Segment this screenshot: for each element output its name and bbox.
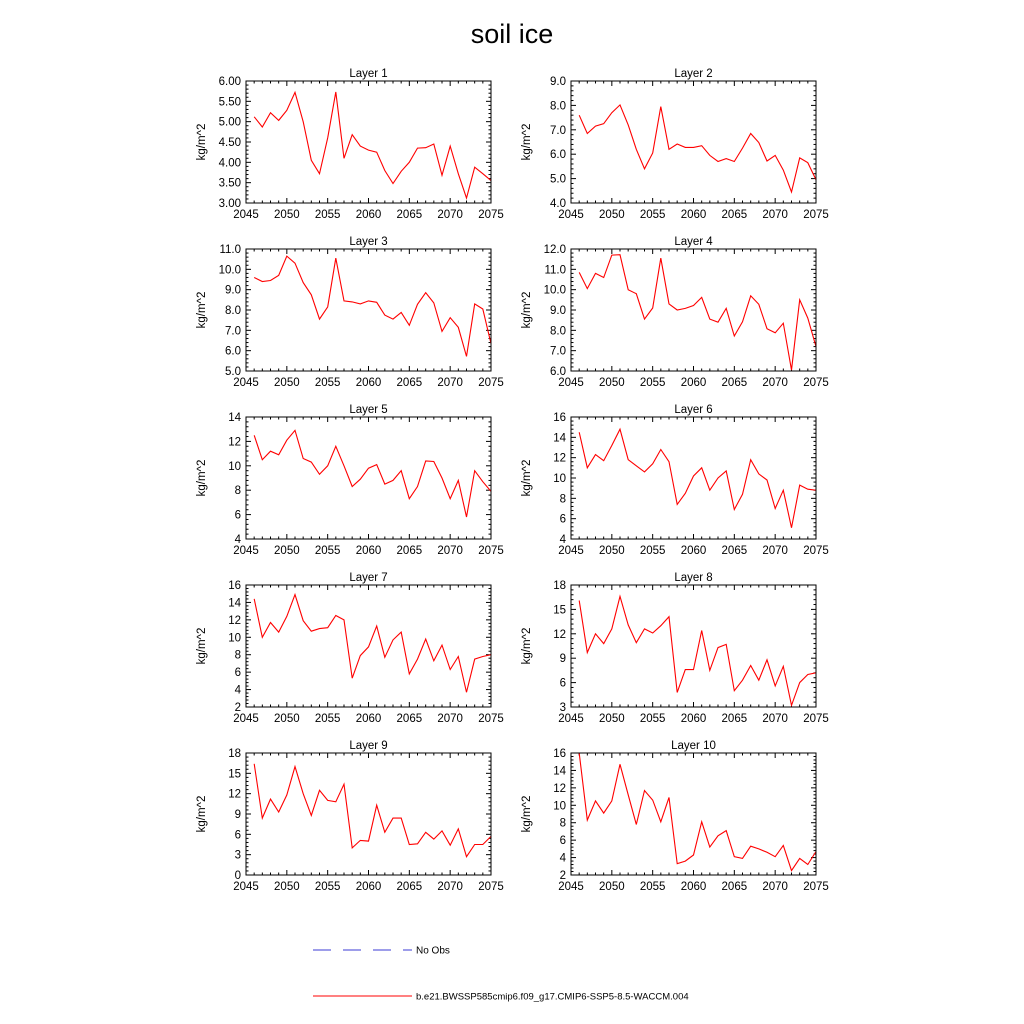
x-tick-label: 2045 (558, 881, 584, 893)
panel-layer-9 (196, 740, 504, 893)
x-tick-label: 2055 (314, 209, 341, 221)
x-tick-label: 2075 (803, 545, 829, 557)
x-tick-label: 2045 (233, 713, 259, 725)
y-tick-label: 4.50 (218, 137, 241, 149)
x-tick-label: 2065 (721, 209, 748, 221)
x-tick-label: 2055 (314, 713, 341, 725)
x-tick-label: 2075 (803, 209, 829, 221)
legend-label-no-obs: No Obs (416, 945, 450, 957)
y-tick-label: 12 (553, 782, 566, 795)
series-line (254, 595, 491, 693)
series-line (254, 256, 491, 356)
x-tick-label: 2060 (680, 377, 707, 389)
y-tick-label: 12 (228, 614, 241, 627)
x-tick-label: 2055 (639, 713, 666, 725)
panels-grid (196, 68, 829, 893)
y-tick-label: 7.0 (550, 345, 566, 358)
x-tick-label: 2055 (314, 881, 341, 893)
legend (313, 946, 689, 1003)
y-tick-label: 14 (553, 432, 566, 445)
x-tick-label: 2060 (355, 377, 382, 389)
y-tick-label: 8.0 (225, 305, 241, 317)
x-tick-label: 2070 (437, 881, 463, 893)
series-line (579, 596, 816, 705)
x-tick-label: 2055 (639, 881, 666, 893)
x-tick-label: 2065 (396, 377, 423, 389)
y-tick-label: 8.0 (550, 325, 566, 338)
x-tick-label: 2070 (437, 545, 463, 557)
y-axis-label: kg/m^2 (521, 795, 533, 833)
x-tick-label: 2070 (762, 545, 788, 557)
y-tick-label: 5.50 (218, 96, 241, 109)
x-tick-label: 2075 (803, 377, 829, 389)
x-tick-label: 2045 (558, 545, 584, 557)
series-line (254, 764, 491, 857)
x-tick-label: 2055 (639, 545, 666, 557)
x-tick-label: 2050 (599, 881, 625, 893)
y-tick-label: 10 (553, 473, 566, 485)
panel-title: Layer 6 (674, 404, 713, 416)
panel-title: Layer 9 (349, 740, 388, 752)
y-tick-label: 4.0 (550, 198, 566, 210)
x-tick-label: 2065 (396, 545, 423, 557)
x-tick-label: 2050 (599, 713, 625, 725)
x-tick-label: 2065 (721, 545, 748, 557)
x-tick-label: 2065 (721, 377, 748, 389)
x-tick-label: 2045 (558, 713, 584, 725)
y-tick-label: 3 (234, 849, 241, 862)
panel-layer-5 (196, 404, 504, 557)
x-tick-label: 2060 (680, 713, 707, 725)
series-line (254, 430, 491, 517)
x-tick-label: 2060 (355, 881, 382, 893)
plot-frame (571, 81, 816, 203)
y-axis-label: kg/m^2 (196, 795, 208, 833)
x-tick-label: 2075 (478, 713, 504, 725)
x-tick-label: 2045 (233, 545, 259, 557)
x-tick-label: 2070 (437, 713, 463, 725)
x-tick-label: 2065 (396, 881, 423, 893)
x-tick-label: 2055 (639, 209, 666, 221)
plot-frame (571, 753, 816, 875)
x-tick-label: 2070 (762, 377, 788, 389)
x-tick-label: 2060 (680, 545, 707, 557)
y-tick-label: 7.0 (225, 325, 241, 338)
y-tick-label: 5.0 (225, 366, 241, 378)
y-tick-label: 5.0 (550, 173, 566, 186)
y-tick-label: 12.0 (543, 244, 566, 256)
y-tick-label: 9.0 (550, 305, 566, 317)
y-tick-label: 6 (559, 835, 566, 848)
panel-title: Layer 5 (349, 404, 388, 416)
x-tick-label: 2050 (274, 377, 300, 389)
panel-title: Layer 10 (671, 740, 716, 752)
y-tick-label: 16 (553, 412, 566, 424)
x-tick-label: 2065 (721, 881, 748, 893)
y-tick-label: 9 (234, 809, 241, 821)
series-line (579, 255, 816, 370)
y-tick-label: 10 (228, 632, 241, 645)
y-tick-label: 8 (234, 649, 241, 662)
y-axis-label: kg/m^2 (196, 627, 208, 665)
y-tick-label: 9.0 (550, 76, 566, 88)
y-tick-label: 12 (553, 452, 566, 465)
y-tick-label: 4 (559, 852, 566, 865)
y-tick-label: 3.50 (218, 177, 241, 190)
x-tick-label: 2070 (762, 881, 788, 893)
y-tick-label: 4.00 (218, 157, 241, 170)
y-tick-label: 5.00 (218, 116, 241, 129)
plot-frame (571, 585, 816, 707)
y-tick-label: 7.0 (550, 124, 566, 137)
y-tick-label: 14 (553, 765, 566, 778)
panel-title: Layer 1 (349, 68, 388, 80)
y-tick-label: 12 (228, 788, 241, 801)
y-tick-label: 4 (234, 684, 241, 697)
x-tick-label: 2050 (274, 713, 300, 725)
y-tick-label: 6.0 (225, 345, 241, 358)
plot-frame (246, 753, 491, 875)
figure-title: soil ice (470, 19, 554, 49)
series-line (579, 105, 816, 192)
y-tick-label: 15 (228, 768, 241, 781)
x-tick-label: 2065 (396, 713, 423, 725)
y-tick-label: 6.0 (550, 366, 566, 378)
x-tick-label: 2070 (437, 377, 463, 389)
x-tick-label: 2060 (355, 545, 382, 557)
x-tick-label: 2075 (478, 881, 504, 893)
panel-layer-7 (196, 572, 504, 725)
x-tick-label: 2055 (314, 377, 341, 389)
x-tick-label: 2045 (233, 209, 259, 221)
x-tick-label: 2060 (355, 713, 382, 725)
y-tick-label: 18 (553, 580, 566, 592)
plot-frame (571, 417, 816, 539)
x-tick-label: 2045 (233, 881, 259, 893)
plot-frame (246, 81, 491, 203)
y-tick-label: 16 (228, 580, 241, 592)
y-tick-label: 2 (559, 870, 566, 882)
y-axis-label: kg/m^2 (196, 291, 208, 329)
panel-title: Layer 7 (349, 572, 388, 584)
x-tick-label: 2050 (599, 209, 625, 221)
y-tick-label: 8 (559, 493, 566, 506)
legend-label-model-run: b.e21.BWSSP585cmip6.f09_g17.CMIP6-SSP5-8.5-WACCM.004 (416, 991, 689, 1003)
x-tick-label: 2045 (558, 209, 584, 221)
x-tick-label: 2050 (599, 377, 625, 389)
y-tick-label: 8.0 (550, 100, 566, 113)
y-tick-label: 12 (228, 436, 241, 449)
y-tick-label: 18 (228, 748, 241, 760)
y-tick-label: 11.0 (544, 264, 566, 277)
y-tick-label: 11.0 (219, 244, 241, 256)
x-tick-label: 2055 (639, 377, 666, 389)
y-tick-label: 12 (553, 628, 566, 641)
y-axis-label: kg/m^2 (521, 459, 533, 497)
y-tick-label: 14 (228, 597, 241, 610)
x-tick-label: 2070 (762, 209, 788, 221)
y-axis-label: kg/m^2 (521, 123, 533, 161)
x-tick-label: 2075 (478, 377, 504, 389)
y-axis-label: kg/m^2 (196, 123, 208, 161)
y-tick-label: 6 (234, 829, 241, 842)
panel-title: Layer 2 (674, 68, 713, 80)
y-tick-label: 8 (234, 485, 241, 498)
panel-layer-8 (521, 572, 829, 725)
y-tick-label: 9.0 (225, 284, 241, 297)
panel-layer-1 (196, 68, 504, 221)
panel-layer-10 (521, 740, 829, 893)
x-tick-label: 2050 (274, 545, 300, 557)
y-tick-label: 9 (559, 653, 566, 666)
y-tick-label: 10 (228, 460, 241, 473)
x-tick-label: 2050 (274, 209, 300, 221)
panel-layer-3 (196, 236, 504, 389)
y-tick-label: 4 (234, 534, 241, 546)
panel-title: Layer 8 (674, 572, 713, 584)
y-tick-label: 10.0 (218, 264, 241, 277)
y-tick-label: 6 (559, 513, 566, 526)
y-tick-label: 6 (234, 509, 241, 522)
panel-layer-2 (521, 68, 829, 221)
series-line (254, 92, 491, 198)
y-tick-label: 8 (559, 817, 566, 830)
x-tick-label: 2075 (478, 545, 504, 557)
y-tick-label: 6.00 (218, 76, 241, 88)
y-tick-label: 6 (559, 677, 566, 690)
x-tick-label: 2060 (355, 209, 382, 221)
y-tick-label: 10.0 (543, 284, 566, 297)
x-tick-label: 2050 (274, 881, 300, 893)
y-tick-label: 10 (553, 800, 566, 813)
y-tick-label: 2 (234, 702, 241, 714)
panel-layer-6 (521, 404, 829, 557)
x-tick-label: 2060 (680, 209, 707, 221)
x-tick-label: 2075 (803, 713, 829, 725)
panel-title: Layer 4 (674, 236, 713, 248)
y-tick-label: 6 (234, 667, 241, 680)
y-tick-label: 6.0 (550, 149, 566, 162)
x-tick-label: 2050 (599, 545, 625, 557)
panel-title: Layer 3 (349, 236, 388, 248)
x-tick-label: 2075 (803, 881, 829, 893)
x-tick-label: 2075 (478, 209, 504, 221)
y-tick-label: 0 (234, 870, 241, 882)
panel-layer-4 (521, 236, 829, 389)
y-tick-label: 16 (553, 748, 566, 760)
x-tick-label: 2045 (558, 377, 584, 389)
series-line (579, 429, 816, 528)
y-axis-label: kg/m^2 (521, 627, 533, 665)
y-axis-label: kg/m^2 (521, 291, 533, 329)
x-tick-label: 2055 (314, 545, 341, 557)
x-tick-label: 2070 (762, 713, 788, 725)
plot-frame (246, 249, 491, 371)
plot-frame (246, 417, 491, 539)
y-tick-label: 3.00 (218, 198, 241, 210)
y-tick-label: 15 (553, 604, 566, 617)
y-axis-label: kg/m^2 (196, 459, 208, 497)
y-tick-label: 14 (228, 412, 241, 424)
series-line (579, 753, 816, 871)
x-tick-label: 2065 (721, 713, 748, 725)
x-tick-label: 2065 (396, 209, 423, 221)
y-tick-label: 4 (559, 534, 566, 546)
x-tick-label: 2060 (680, 881, 707, 893)
x-tick-label: 2070 (437, 209, 463, 221)
y-tick-label: 3 (559, 702, 566, 714)
x-tick-label: 2045 (233, 377, 259, 389)
